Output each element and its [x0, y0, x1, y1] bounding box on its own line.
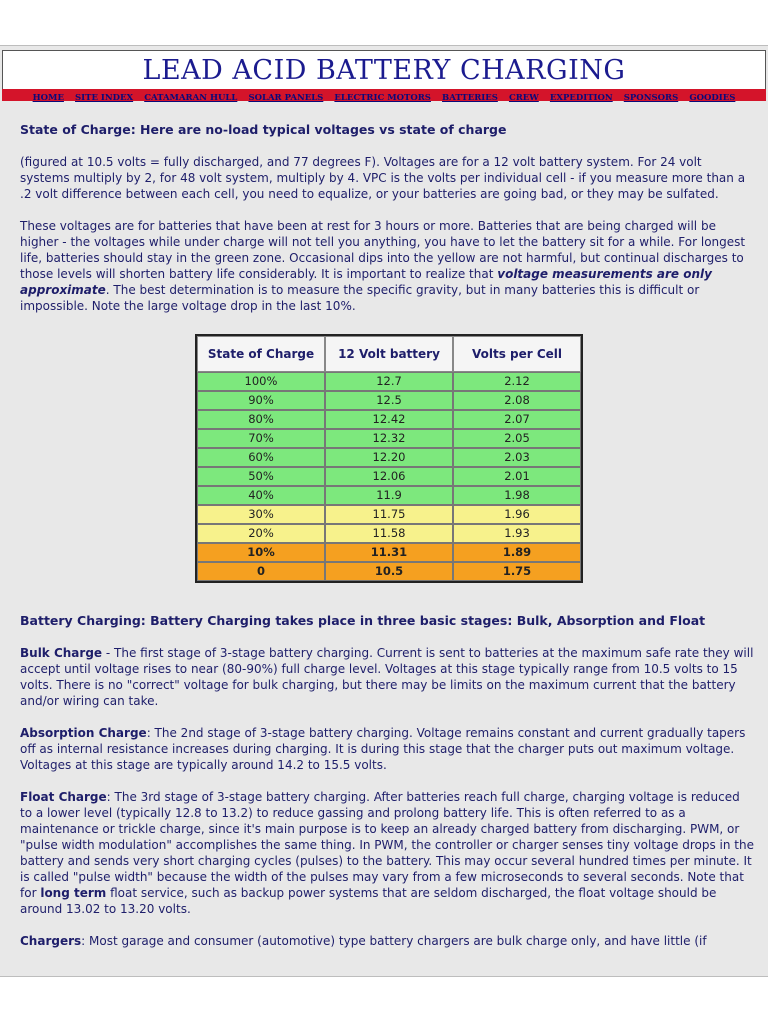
cell-volt12: 11.31 — [325, 543, 453, 562]
cell-soc: 0 — [197, 562, 325, 581]
table-row — [197, 448, 581, 467]
cell-vpc: 1.93 — [453, 524, 581, 543]
header-volts-per-cell: Volts per Cell — [453, 336, 581, 372]
cell-soc: 60% — [197, 448, 325, 467]
page-title: LEAD ACID BATTERY CHARGING — [142, 55, 626, 86]
float-charge-paragraph — [20, 789, 755, 917]
table-row — [197, 410, 581, 429]
cell-vpc: 1.98 — [453, 486, 581, 505]
table-row — [197, 505, 581, 524]
cell-soc: 30% — [197, 505, 325, 524]
cell-volt12: 12.20 — [325, 448, 453, 467]
cell-soc: 50% — [197, 467, 325, 486]
nav-link-goodies[interactable]: GOODIES — [689, 93, 736, 103]
cell-soc: 70% — [197, 429, 325, 448]
nav-link-home[interactable]: HOME — [32, 93, 64, 103]
cell-volt12: 12.42 — [325, 410, 453, 429]
cell-soc: 80% — [197, 410, 325, 429]
table-row — [197, 467, 581, 486]
table-row — [197, 524, 581, 543]
table-row — [197, 562, 581, 581]
absorption-charge-paragraph — [20, 725, 755, 773]
cell-vpc: 1.89 — [453, 543, 581, 562]
table-row — [197, 372, 581, 391]
absorption-charge-label: Absorption Charge — [20, 726, 147, 740]
chargers-text: : Most garage and consumer (automotive) type battery chargers are bulk charge only, and have little (if — [81, 934, 707, 948]
cell-volt12: 12.5 — [325, 391, 453, 410]
cell-vpc: 2.12 — [453, 372, 581, 391]
cell-vpc: 2.07 — [453, 410, 581, 429]
absorption-charge-text: : The 2nd stage of 3-stage battery charging. Voltage remains constant and current gradually tapers off as internal resistance increases during charging. It is during this stage that the charger puts out maximum voltage. Voltages at this stage are typically around 14.2 to 15.5 volts. — [20, 726, 746, 772]
nav-link-catamaran-hull[interactable]: CATAMARAN HULL — [144, 93, 238, 103]
state-of-charge-table — [195, 334, 583, 583]
cell-volt12: 12.32 — [325, 429, 453, 448]
cell-volt12: 12.06 — [325, 467, 453, 486]
cell-vpc: 2.05 — [453, 429, 581, 448]
cell-vpc: 1.75 — [453, 562, 581, 581]
cell-volt12: 11.75 — [325, 505, 453, 524]
cell-volt12: 12.7 — [325, 372, 453, 391]
float-charge-label: Float Charge — [20, 790, 107, 804]
cell-volt12: 11.58 — [325, 524, 453, 543]
cell-vpc: 2.01 — [453, 467, 581, 486]
title-banner — [2, 50, 766, 90]
table-row — [197, 486, 581, 505]
soc-paragraph-2-text-end: . The best determination is to measure the specific gravity, but in many batteries this is difficult or impossible. Note the large voltage drop in the last 10%. — [20, 283, 700, 313]
nav-link-batteries[interactable]: BATTERIES — [442, 93, 498, 103]
cell-soc: 40% — [197, 486, 325, 505]
cell-vpc: 1.96 — [453, 505, 581, 524]
chargers-label: Chargers — [20, 934, 82, 948]
bulk-charge-text: - The first stage of 3-stage battery charging. Current is sent to batteries at the maximum safe rate they will accept until voltage rises to near (80-90%) full charge level. Voltages at this stage typically range from 10.5 volts to 15 volts. There is no "correct" voltage for bulk charging, but there may be limits on the maximum current that the battery and/or wiring can take. — [20, 646, 754, 708]
header-12-volt-battery: 12 Volt battery — [325, 336, 453, 372]
voltage-approximate-emphasis: voltage measurements are only approximate — [20, 267, 712, 297]
soc-paragraph-1: (figured at 10.5 volts = fully discharged, and 77 degrees F). Voltages are for a 12 volt battery system. For 24 volt systems multiply by 2, for 48 volt system, multiply by 4. VPC is the volts per individual cell - if you measure more than a .2 volt difference between each cell, you need to equalize, or your batteries are going bad, or they may be sulfated. — [20, 155, 746, 201]
cell-vpc: 2.08 — [453, 391, 581, 410]
cell-soc: 100% — [197, 372, 325, 391]
cell-volt12: 11.9 — [325, 486, 453, 505]
cell-soc: 10% — [197, 543, 325, 562]
charging-heading: Battery Charging: Battery Charging takes place in three basic stages: Bulk, Absorption and Float — [20, 613, 706, 628]
table-header-row — [197, 336, 581, 372]
long-term-emphasis: long term — [40, 886, 107, 900]
table-row — [197, 429, 581, 448]
nav-bar — [2, 89, 766, 101]
soc-heading: State of Charge: Here are no-load typical voltages vs state of charge — [20, 122, 507, 137]
soc-paragraph-2 — [20, 218, 755, 314]
bulk-charge-label: Bulk Charge — [20, 646, 103, 660]
nav-link-site-index[interactable]: SITE INDEX — [75, 93, 134, 103]
nav-link-electric-motors[interactable]: ELECTRIC MOTORS — [334, 93, 431, 103]
nav-link-sponsors[interactable]: SPONSORS — [623, 93, 679, 103]
cell-soc: 20% — [197, 524, 325, 543]
nav-link-crew[interactable]: CREW — [508, 93, 539, 103]
float-charge-text: : The 3rd stage of 3-stage battery charging. After batteries reach full charge, charging voltage is reduced to a lower level (typically 12.8 to 13.2) to reduce gassing and prolong battery life. This is often referred to as a maintenance or trickle charge, since it's main purpose is to keep an already charged battery from discharging. PWM, or "pulse width modulation" accomplishes the same thing. In PWM, the controller or charger senses tiny voltage drops in the battery and sends very short charging cycles (pulses) to the battery. This may occur several hundred times per minute. It is called "pulse width" because the width of the pulses may vary from a few microseconds to several seconds. Note that for — [20, 790, 754, 900]
document-page — [0, 45, 768, 977]
chargers-paragraph — [20, 933, 755, 949]
cell-soc: 90% — [197, 391, 325, 410]
bulk-charge-paragraph — [20, 645, 755, 709]
nav-link-solar-panels[interactable]: SOLAR PANELS — [248, 93, 324, 103]
table-row — [197, 391, 581, 410]
float-charge-text-end: float service, such as backup power systems that are seldom discharged, the float voltage should be around 13.02 to 13.20 volts. — [20, 886, 717, 916]
table-row — [197, 543, 581, 562]
cell-vpc: 2.03 — [453, 448, 581, 467]
cell-volt12: 10.5 — [325, 562, 453, 581]
soc-paragraph-2-text: These voltages are for batteries that have been at rest for 3 hours or more. Batteries that are being charged will be higher - the voltages while under charge will not tell you anything, you have to let the battery sit for a while. For longest life, batteries should stay in the green zone. Occasional dips into the yellow are not harmful, but continual discharges to those levels will shorten battery life considerably. It is important to realize that — [20, 219, 746, 281]
header-state-of-charge: State of Charge — [197, 336, 325, 372]
nav-link-expedition[interactable]: EXPEDITION — [549, 93, 613, 103]
main-content — [20, 122, 755, 949]
